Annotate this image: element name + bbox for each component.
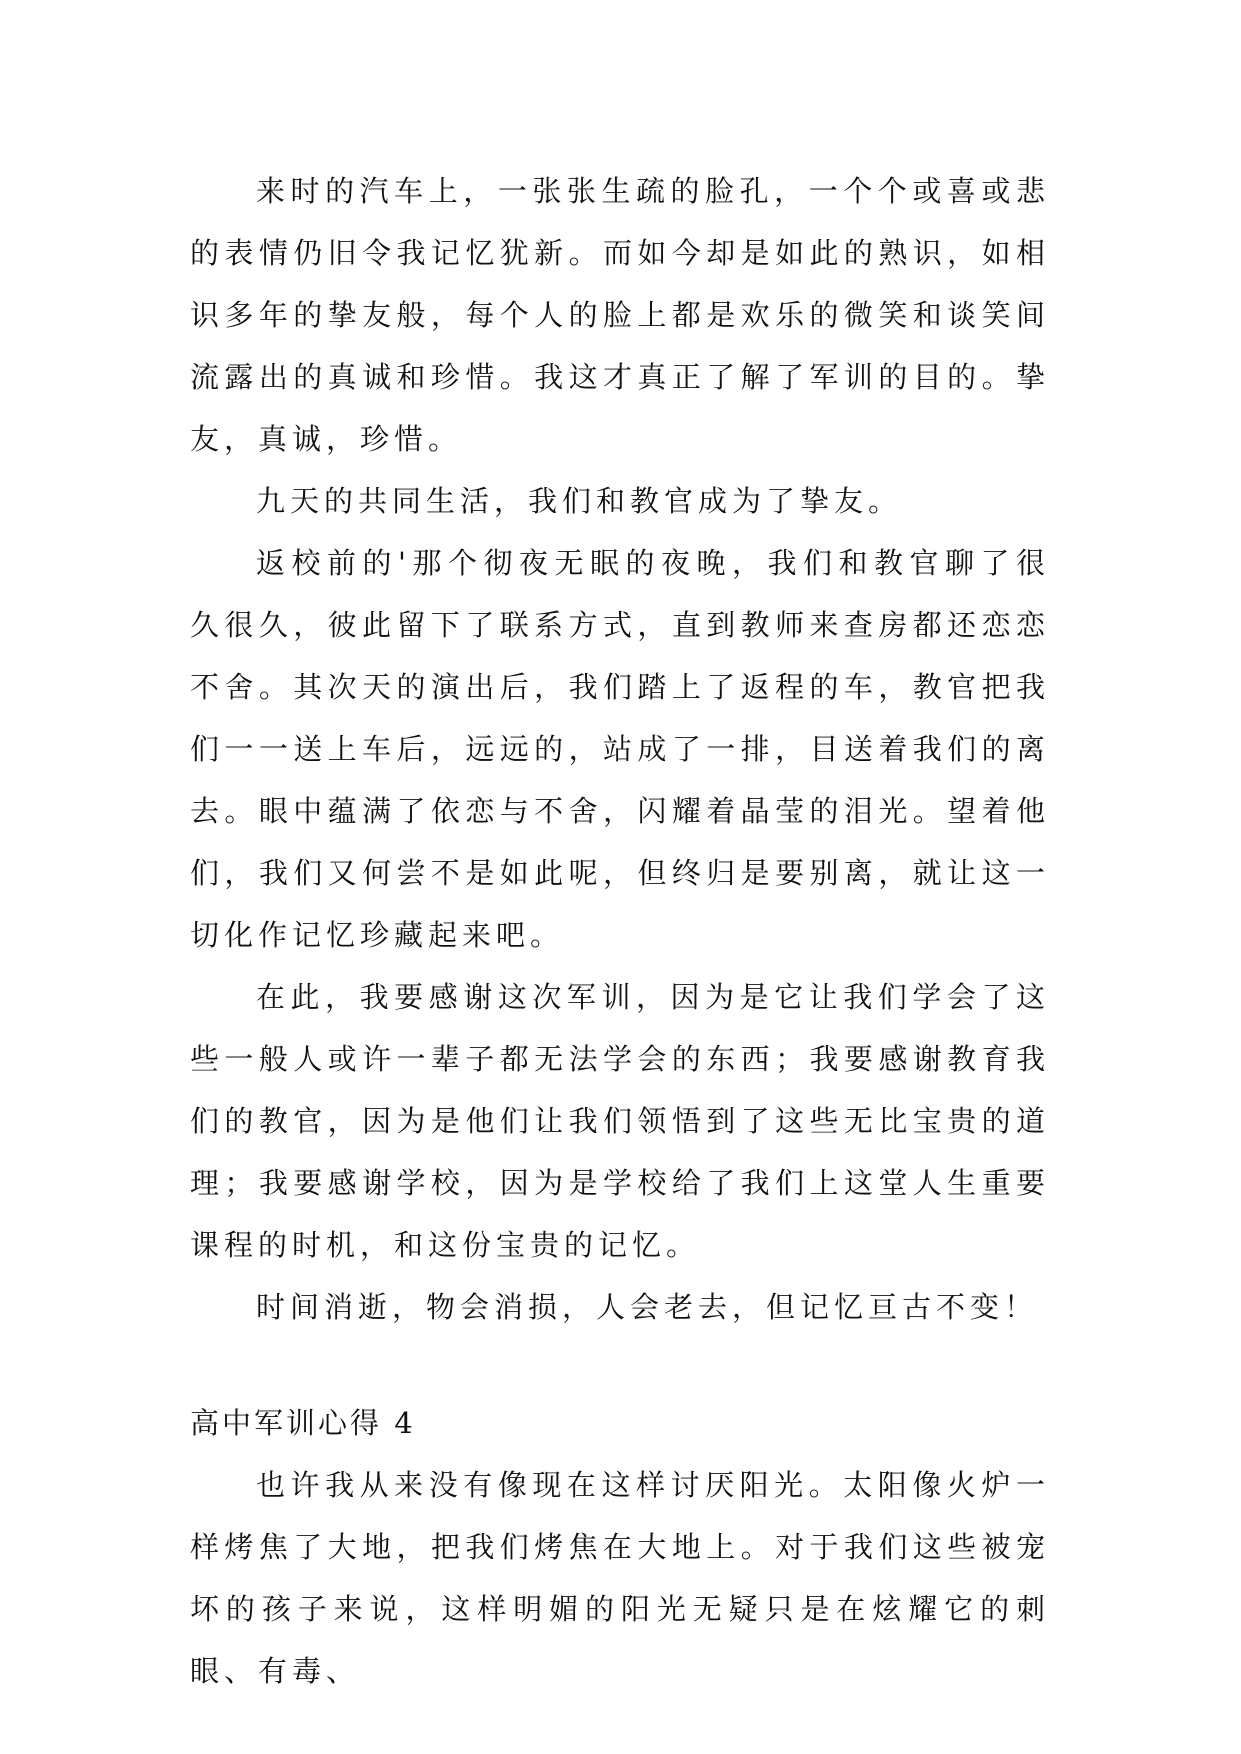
section-heading: 高中军训心得 4	[190, 1406, 416, 1440]
body-paragraph: 来时的汽车上，一张张生疏的脸孔，一个个或喜或悲的表情仍旧令我记忆犹新。而如今却是如此的熟识，如相识多年的挚友般，每个人的脸上都是欢乐的微笑和谈笑间流露出的真诚和珍惜。我这才真正了解了军训的目的。挚友，真诚，珍惜。	[190, 174, 1050, 456]
document-body	[190, 160, 1050, 1702]
body-paragraph: 也许我从来没有像现在这样讨厌阳光。太阳像火炉一样烤焦了大地，把我们烤焦在大地上。对于我们这些被宠坏的孩子来说，这样明媚的阳光无疑只是在炫耀它的刺眼、有毒、	[190, 1468, 1050, 1688]
body-paragraph: 时间消逝，物会消损，人会老去，但记忆亘古不变！	[256, 1290, 1039, 1324]
body-paragraph: 在此，我要感谢这次军训，因为是它让我们学会了这些一般人或许一辈子都无法学会的东西；我要感谢教育我们的教官，因为是他们让我们领悟到了这些无比宝贵的道理；我要感谢学校，因为是学校给了我们上这堂人生重要课程的时机，和这份宝贵的记忆。	[190, 980, 1050, 1262]
body-paragraph: 九天的共同生活，我们和教官成为了挚友。	[256, 484, 903, 518]
body-paragraph: 返校前的'那个彻夜无眠的夜晚，我们和教官聊了很久很久，彼此留下了联系方式，直到教师来查房都还恋恋不舍。其次天的演出后，我们踏上了返程的车，教官把我们一一送上车后，远远的，站成了一排，目送着我们的离去。眼中蕴满了依恋与不舍，闪耀着晶莹的泪光。望着他们，我们又何尝不是如此呢，但终归是要别离，就让这一切化作记忆珍藏起来吧。	[190, 546, 1050, 952]
